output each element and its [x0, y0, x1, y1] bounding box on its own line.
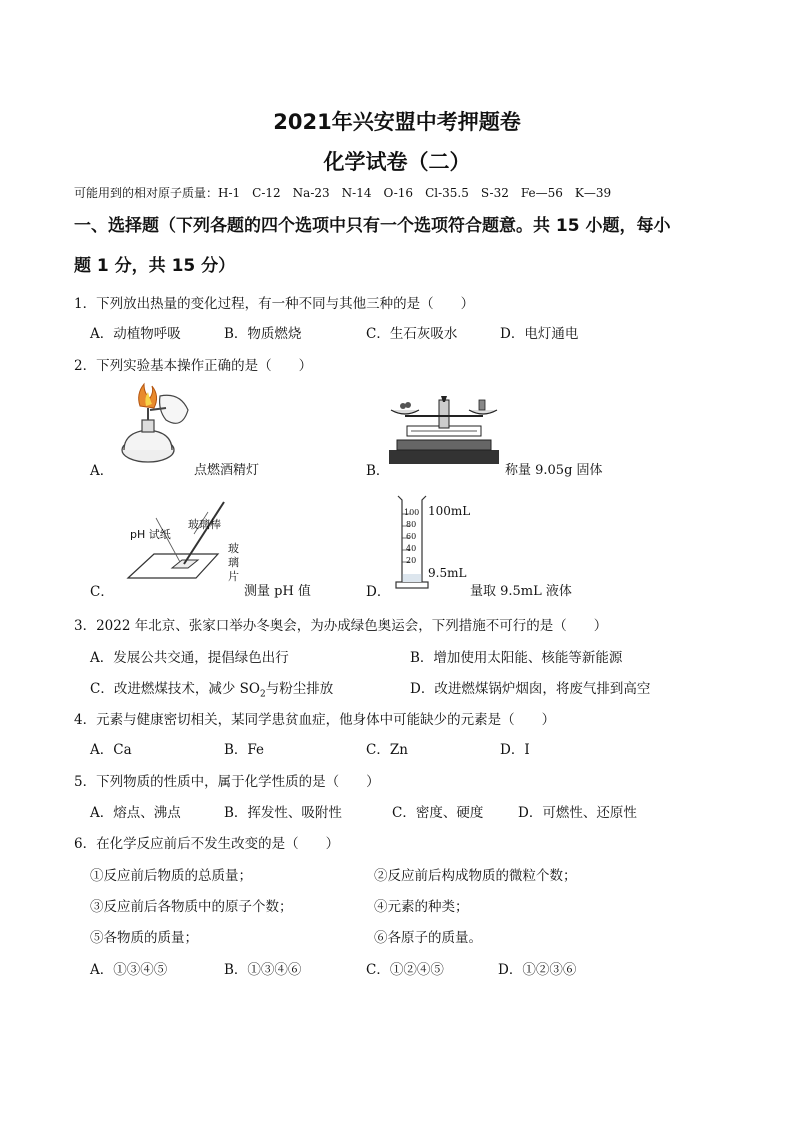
- q4-option-a[interactable]: A．Ca: [90, 742, 132, 758]
- q3-option-c-so: SO: [239, 681, 260, 697]
- cyl-bottom-label: 9.5mL: [428, 566, 467, 580]
- section-heading-line1: 一、选择题（下列各题的四个选项中只有一个选项符合题意。共 15 小题，每小: [74, 216, 671, 236]
- cyl-scale-100: 100: [404, 508, 420, 517]
- section-heading-line2: 题 1 分，共 15 分）: [74, 256, 236, 276]
- q3-option-c-tail: 与粉尘排放: [265, 681, 334, 697]
- cyl-top-label: 100mL: [428, 504, 471, 518]
- q4-option-b[interactable]: B．Fe: [224, 742, 265, 758]
- q3-option-c-text: C．改进燃煤技术，减少: [90, 681, 236, 697]
- atomic-mass-line: 可能用到的相对原子质量：H-1 C-12 Na-23 N-14 O-16 Cl-35.5 S-32 Fe—56 K—39: [74, 186, 612, 200]
- q2-option-a-letter[interactable]: A．: [90, 463, 114, 479]
- cyl-scale-80: 80: [406, 520, 417, 529]
- q6-item-3: ③反应前后各物质中的原子个数；: [90, 899, 293, 915]
- q4-stem: 4．元素与健康密切相关，某同学患贫血症，他身体中可能缺少的元素是（ ）: [74, 712, 556, 728]
- q1-option-b[interactable]: B．物质燃烧: [224, 326, 302, 342]
- q6-item-2: ②反应前后构成物质的微粒个数；: [374, 868, 577, 884]
- q1-option-d[interactable]: D．电灯通电: [500, 326, 579, 342]
- q6-item-5: ⑤各物质的质量；: [90, 930, 198, 946]
- q1-option-c[interactable]: C．生石灰吸水: [366, 326, 458, 342]
- glass-rod-label: 玻璃棒: [188, 518, 221, 531]
- q1-option-a[interactable]: A．动植物呼吸: [90, 326, 181, 342]
- q3-option-a[interactable]: A．发展公共交通，提倡绿色出行: [90, 650, 289, 666]
- alcohol-lamp-figure: [110, 380, 200, 470]
- q6-item-4: ④元素的种类；: [374, 899, 469, 915]
- q4-option-d[interactable]: D．I: [500, 742, 530, 758]
- q3-option-c[interactable]: [90, 677, 333, 700]
- q2-option-b-letter[interactable]: B．: [366, 463, 390, 479]
- glass-plate-label: 玻璃片: [228, 542, 239, 583]
- q3-option-b[interactable]: B．增加使用太阳能、核能等新能源: [410, 650, 623, 666]
- q5-option-b[interactable]: B．挥发性、吸附性: [224, 805, 342, 821]
- q6-option-a[interactable]: A．①③④⑤: [90, 962, 168, 978]
- q2-stem: 2．下列实验基本操作正确的是（ ）: [74, 358, 313, 374]
- q6-option-d[interactable]: D．①②③⑥: [498, 962, 577, 978]
- q5-option-c[interactable]: C．密度、硬度: [392, 805, 484, 821]
- exam-subtitle: 化学试卷（二）: [323, 150, 471, 174]
- q4-option-c[interactable]: C．Zn: [366, 742, 408, 758]
- q2-option-d-caption: 量取 9.5mL 液体: [470, 584, 572, 599]
- q3-stem: 3．2022 年北京、张家口举办冬奥会，为办成绿色奥运会，下列措施不可行的是（ ）: [74, 618, 608, 634]
- q5-stem: 5．下列物质的性质中，属于化学性质的是（ ）: [74, 774, 380, 790]
- q3-option-d[interactable]: D．改进燃煤锅炉烟囱，将废气排到高空: [410, 681, 651, 697]
- cyl-scale-40: 40: [406, 544, 417, 553]
- ph-paper-label: pH 试纸: [130, 528, 171, 541]
- q6-option-c[interactable]: C．①②④⑤: [366, 962, 444, 978]
- q6-item-6: ⑥各原子的质量。: [374, 930, 482, 946]
- q2-option-b-caption: 称量 9.05g 固体: [505, 463, 603, 478]
- cyl-scale-20: 20: [406, 556, 417, 565]
- q2-option-d-letter[interactable]: D．: [366, 584, 391, 600]
- graduated-cylinder-figure: [392, 492, 432, 592]
- q5-option-a[interactable]: A．熔点、沸点: [90, 805, 181, 821]
- exam-title: 2021年兴安盟中考押题卷: [273, 110, 521, 134]
- ph-test-figure: [124, 498, 224, 588]
- q6-item-1: ①反应前后物质的总质量；: [90, 868, 252, 884]
- q6-stem: 6．在化学反应前后不发生改变的是（ ）: [74, 836, 340, 852]
- q5-option-d[interactable]: D．可燃性、还原性: [518, 805, 637, 821]
- q2-option-c-caption: 测量 pH 值: [244, 584, 311, 599]
- q2-option-c-letter[interactable]: C．: [90, 584, 114, 600]
- q6-option-b[interactable]: B．①③④⑥: [224, 962, 302, 978]
- q3-option-c-sub: 2: [259, 689, 266, 700]
- q1-stem: 1．下列放出热量的变化过程，有一种不同与其他三种的是（ ）: [74, 296, 475, 312]
- balance-figure: [385, 388, 503, 472]
- q2-option-a-caption: 点燃酒精灯: [194, 463, 260, 478]
- cyl-scale-60: 60: [406, 532, 417, 541]
